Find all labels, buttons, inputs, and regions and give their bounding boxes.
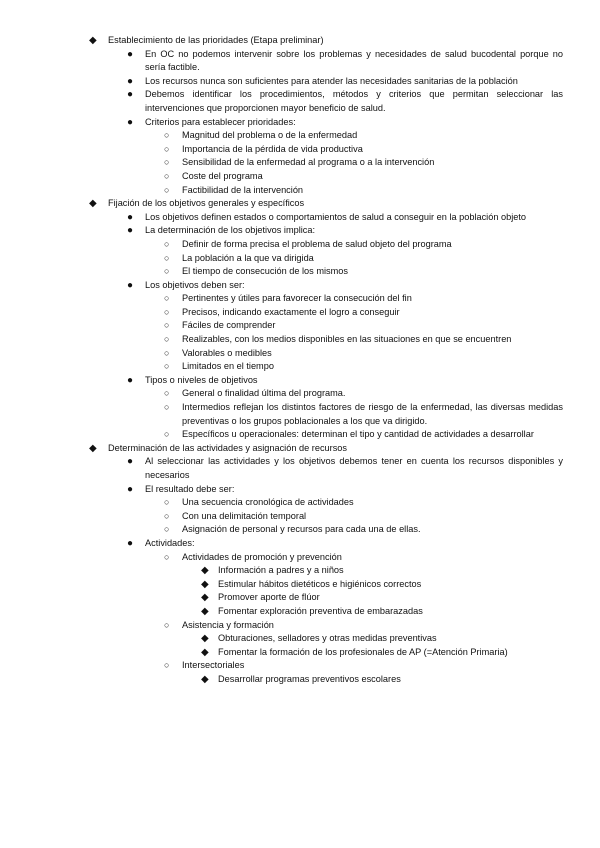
detail-entry: [201, 632, 563, 646]
hollow-circle-bullet-icon: ○: [164, 660, 170, 671]
detail-list: [201, 673, 563, 687]
detail-text: Desarrollar programas preventivos escolares: [218, 673, 401, 684]
item-entry: [127, 211, 563, 225]
hollow-circle-bullet-icon: ○: [164, 510, 170, 521]
item-text: En OC no podemos intervenir sobre los problemas y necesidades de salud bucodental porque no sería factible.: [145, 48, 563, 73]
item-list: [127, 48, 563, 198]
hollow-circle-bullet-icon: ○: [164, 347, 170, 358]
subitem-text: La población a la que va dirigida: [182, 252, 314, 263]
round-bullet-icon: ●: [127, 75, 134, 87]
subitem-text: Asistencia y formación: [182, 619, 274, 630]
subitem-list: [164, 238, 563, 279]
item-entry: [127, 455, 563, 482]
round-bullet-icon: ●: [127, 537, 134, 549]
round-bullet-icon: ●: [127, 48, 134, 60]
section-entry: [89, 197, 563, 442]
subitem-text: Intersectoriales: [182, 660, 245, 671]
item-entry: [127, 374, 563, 442]
detail-entry: [201, 646, 563, 660]
subitem-entry: [164, 360, 563, 374]
section-entry: [89, 442, 563, 687]
subitem-text: El tiempo de consecución de los mismos: [182, 266, 348, 277]
subitem-text: Importancia de la pérdida de vida productiva: [182, 143, 363, 154]
item-entry: [127, 48, 563, 75]
item-text: Los objetivos deben ser:: [145, 279, 245, 290]
item-text: La determinación de los objetivos implica:: [145, 225, 316, 236]
subitem-entry: [164, 319, 563, 333]
subitem-text: Pertinentes y útiles para favorecer la consecución del fin: [182, 293, 412, 304]
diamond-bullet-icon: ◆: [201, 605, 209, 617]
diamond-bullet-icon: ◆: [201, 646, 209, 658]
hollow-circle-bullet-icon: ○: [164, 143, 170, 154]
item-text: Criterios para establecer prioridades:: [145, 116, 296, 127]
subitem-entry: [164, 551, 563, 619]
subitem-list: [164, 551, 563, 687]
section-text: Determinación de las actividades y asignación de recursos: [108, 442, 348, 453]
item-text: El resultado debe ser:: [145, 483, 235, 494]
item-entry: [127, 88, 563, 115]
subitem-entry: [164, 523, 563, 537]
round-bullet-icon: ●: [127, 456, 134, 468]
diamond-bullet-icon: ◆: [201, 578, 209, 590]
subitem-text: Limitados en el tiempo: [182, 361, 274, 372]
subitem-entry: [164, 184, 563, 198]
hollow-circle-bullet-icon: ○: [164, 320, 170, 331]
subitem-entry: [164, 306, 563, 320]
item-text: Actividades:: [145, 537, 195, 548]
diamond-bullet-icon: ◆: [201, 592, 209, 604]
subitem-entry: [164, 659, 563, 686]
item-text: Los recursos nunca son suficientes para atender las necesidades sanitarias de la población: [145, 75, 518, 86]
hollow-circle-bullet-icon: ○: [164, 619, 170, 630]
item-entry: [127, 116, 563, 198]
subitem-entry: [164, 347, 563, 361]
subitem-entry: [164, 143, 563, 157]
subitem-text: Actividades de promoción y prevención: [182, 551, 342, 562]
hollow-circle-bullet-icon: ○: [164, 524, 170, 535]
subitem-entry: [164, 619, 563, 660]
round-bullet-icon: ●: [127, 116, 134, 128]
item-entry: [127, 75, 563, 89]
subitem-entry: [164, 496, 563, 510]
subitem-text: Asignación de personal y recursos para cada una de ellas.: [182, 524, 421, 535]
subitem-text: Realizables, con los medios disponibles en las situaciones en que se encuentren: [182, 334, 512, 345]
hollow-circle-bullet-icon: ○: [164, 184, 170, 195]
detail-entry: [201, 673, 563, 687]
subitem-text: Precisos, indicando exactamente el logro a conseguir: [182, 306, 400, 317]
item-text: Tipos o niveles de objetivos: [145, 374, 258, 385]
subitem-list: [164, 292, 563, 374]
hollow-circle-bullet-icon: ○: [164, 361, 170, 372]
subitem-entry: [164, 156, 563, 170]
item-entry: [127, 279, 563, 374]
detail-list: [201, 632, 563, 659]
detail-text: Promover aporte de flúor: [218, 592, 320, 603]
subitem-text: Valorables o medibles: [182, 347, 272, 358]
subitem-text: Una secuencia cronológica de actividades: [182, 497, 354, 508]
hollow-circle-bullet-icon: ○: [164, 334, 170, 345]
subitem-text: General o finalidad última del programa.: [182, 388, 346, 399]
hollow-circle-bullet-icon: ○: [164, 130, 170, 141]
subitem-text: Coste del programa: [182, 170, 263, 181]
detail-list: [201, 564, 563, 618]
item-list: [127, 455, 563, 686]
hollow-circle-bullet-icon: ○: [164, 429, 170, 440]
hollow-circle-bullet-icon: ○: [164, 266, 170, 277]
subitem-entry: [164, 401, 563, 428]
hollow-circle-bullet-icon: ○: [164, 293, 170, 304]
item-entry: [127, 537, 563, 687]
subitem-text: Sensibilidad de la enfermedad al programa o a la intervención: [182, 157, 435, 168]
subitem-entry: [164, 387, 563, 401]
subitem-text: Intermedios reflejan los distintos factores de riesgo de la enfermedad, las diversas medidas preventivas o los grupos poblacionales a los que va dirigido.: [182, 402, 563, 426]
round-bullet-icon: ●: [127, 374, 134, 386]
diamond-bullet-icon: ◆: [201, 633, 209, 645]
hollow-circle-bullet-icon: ○: [164, 497, 170, 508]
detail-text: Obturaciones, selladores y otras medidas preventivas: [218, 633, 437, 644]
hollow-circle-bullet-icon: ○: [164, 402, 170, 413]
item-text: Debemos identificar los procedimientos, métodos y criterios que permitan seleccionar las intervenciones que proporcionen mayor beneficio de salud.: [145, 89, 563, 113]
subitem-list: [164, 129, 563, 197]
hollow-circle-bullet-icon: ○: [164, 170, 170, 181]
detail-entry: [201, 578, 563, 592]
hollow-circle-bullet-icon: ○: [164, 238, 170, 249]
hollow-circle-bullet-icon: ○: [164, 252, 170, 263]
subitem-text: Fáciles de comprender: [182, 320, 276, 331]
diamond-bullet-icon: ◆: [201, 565, 209, 577]
subitem-entry: [164, 333, 563, 347]
outline: [89, 0, 563, 687]
detail-entry: [201, 564, 563, 578]
subitem-list: [164, 387, 563, 441]
subitem-text: Específicos u operacionales: determinan el tipo y cantidad de actividades a desarrollar: [182, 429, 534, 440]
diamond-bullet-icon: ◆: [201, 673, 209, 685]
diamond-bullet-icon: ◆: [89, 198, 97, 210]
section-text: Establecimiento de las prioridades (Etapa preliminar): [108, 35, 324, 45]
hollow-circle-bullet-icon: ○: [164, 388, 170, 399]
subitem-entry: [164, 292, 563, 306]
section-text: Fijación de los objetivos generales y específicos: [108, 198, 305, 209]
round-bullet-icon: ●: [127, 279, 134, 291]
diamond-bullet-icon: ◆: [89, 442, 97, 454]
subitem-text: Factibilidad de la intervención: [182, 184, 304, 195]
subitem-text: Definir de forma precisa el problema de salud objeto del programa: [182, 238, 452, 249]
detail-text: Fomentar la formación de los profesionales de AP (=Atención Primaria): [218, 646, 508, 657]
detail-text: Fomentar exploración preventiva de embarazadas: [218, 605, 423, 616]
subitem-entry: [164, 252, 563, 266]
subitem-entry: [164, 129, 563, 143]
hollow-circle-bullet-icon: ○: [164, 551, 170, 562]
round-bullet-icon: ●: [127, 89, 134, 101]
detail-text: Información a padres y a niños: [218, 565, 344, 576]
subitem-entry: [164, 428, 563, 442]
item-entry: [127, 483, 563, 537]
round-bullet-icon: ●: [127, 211, 134, 223]
detail-entry: [201, 605, 563, 619]
hollow-circle-bullet-icon: ○: [164, 157, 170, 168]
round-bullet-icon: ●: [127, 483, 134, 495]
subitem-entry: [164, 265, 563, 279]
subitem-entry: [164, 510, 563, 524]
section-entry: [89, 34, 563, 197]
subitem-entry: [164, 238, 563, 252]
hollow-circle-bullet-icon: ○: [164, 306, 170, 317]
item-list: [127, 211, 563, 442]
item-text: Los objetivos definen estados o comportamientos de salud a conseguir en la población objeto: [145, 211, 527, 222]
detail-text: Estimular hábitos dietéticos e higiénicos correctos: [218, 578, 422, 589]
item-entry: [127, 224, 563, 278]
diamond-bullet-icon: ◆: [89, 35, 97, 46]
round-bullet-icon: ●: [127, 225, 134, 237]
detail-entry: [201, 591, 563, 605]
subitem-entry: [164, 170, 563, 184]
item-text: Al seleccionar las actividades y los objetivos debemos tener en cuenta los recursos disponibles y necesarios: [145, 456, 563, 480]
subitem-text: Con una delimitación temporal: [182, 510, 307, 521]
subitem-list: [164, 496, 563, 537]
subitem-text: Magnitud del problema o de la enfermedad: [182, 130, 358, 141]
